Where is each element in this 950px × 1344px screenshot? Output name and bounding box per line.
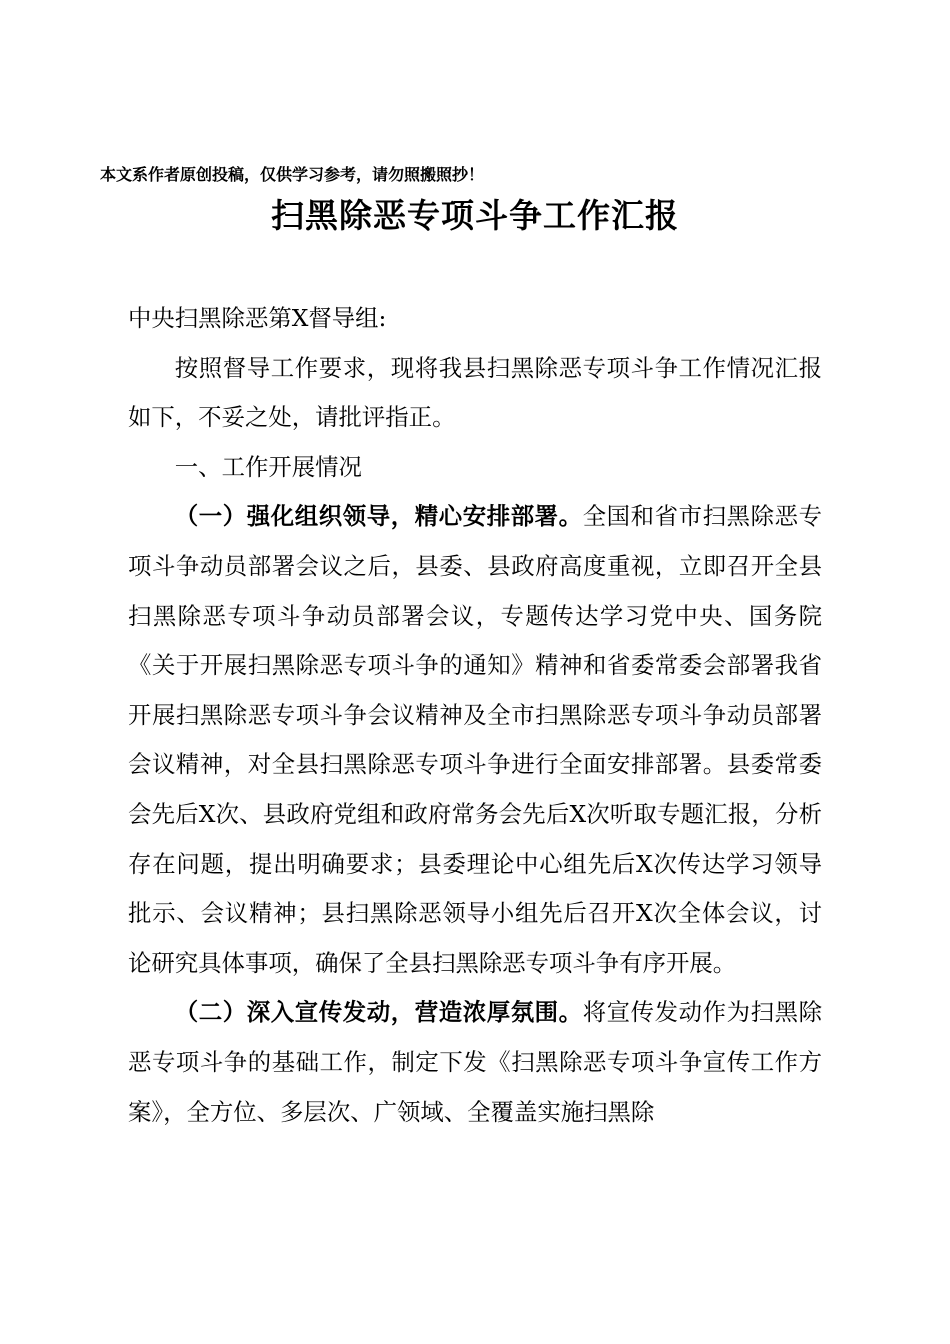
subsection-lead-2: （二）深入宣传发动，营造浓厚氛围。 (174, 998, 583, 1027)
subsection-paragraph-1 (128, 492, 822, 988)
document-body (128, 294, 822, 1137)
section-heading-work-progress: 一、工作开展情况 (174, 452, 362, 481)
copyright-notice: 本文系作者原创投稿，仅供学习参考，请勿照搬照抄！ (100, 165, 485, 184)
subsection-text-2: 将宣传发动作为扫黑除恶专项斗争的基础工作，制定下发《扫黑除恶专项斗争宣传工作方案》，全方位、多层次、广领域、全覆盖实施扫黑除 (128, 998, 823, 1126)
subsection-paragraph-2 (128, 988, 822, 1137)
intro-paragraph: 按照督导工作要求，现将我县扫黑除恶专项斗争工作情况汇报如下，不妥之处，请批评指正。 (128, 353, 822, 432)
salutation: 中央扫黑除恶第X督导组: (128, 304, 387, 332)
subsection-text-1: 全国和省市扫黑除恶专项斗争动员部署会议之后，县委、县政府高度重视，立即召开全县扫黑除恶专项斗争动员部署会议，专题传达学习党中央、国务院《关于开展扫黑除恶专项斗争的通知》精神和省委常委会部署我省开展扫黑除恶专项斗争会议精神及全市扫黑除恶专项斗争动员部署会议精神，对全县扫黑除恶专项斗争进行全面安排部署。县委常委会先后X次、县政府党组和政府常务会先后X次听取专题汇报，分析存在问题，提出明确要求；县委理论中心组先后X次传达学习领导批示、会议精神；县扫黑除恶领导小组先后召开X次全体会议，讨论研究具体事项，确保了全县扫黑除恶专项斗争有序开展。 (128, 502, 823, 977)
document-title: 扫黑除恶专项斗争工作汇报 (271, 196, 679, 235)
subsection-lead-1: （一）强化组织领导，精心安排部署。 (174, 502, 583, 531)
